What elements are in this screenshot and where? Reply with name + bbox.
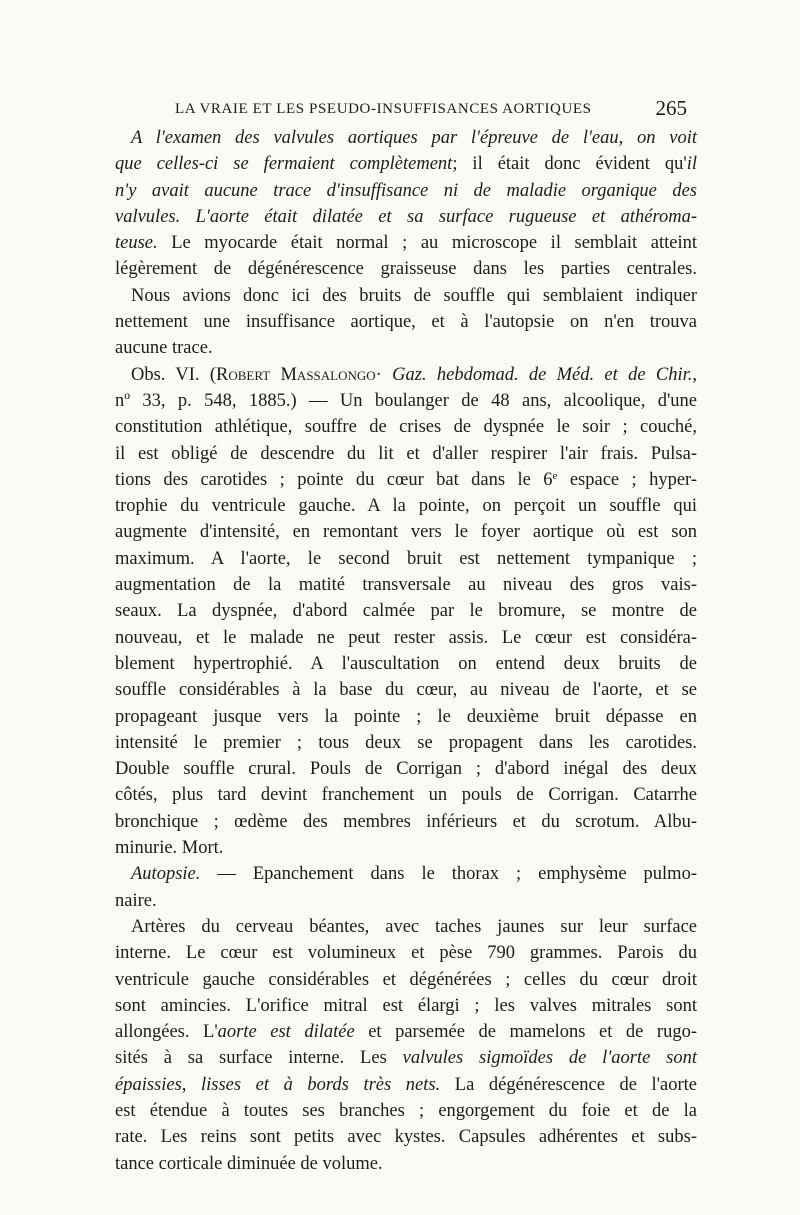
text-line: aucune trace. — [115, 338, 213, 359]
running-title: LA VRAIE ET LES PSEUDO-INSUFFISANCES AORTIQUES — [175, 101, 592, 117]
text-line: blement hypertrophié. A l'auscultation on entend deux bruits de — [115, 653, 697, 674]
text-line: valvules. L'aorte était dilatée et sa surface rugueuse et athéroma- — [115, 206, 697, 227]
text-line: est étendue à toutes ses branches ; engorgement du foie et de la — [115, 1100, 697, 1121]
text-line: teuse. Le myocarde était normal ; au microscope il semblait atteint — [115, 233, 697, 254]
text-line: intensité le premier ; tous deux se propagent dans les carotides. — [115, 732, 697, 753]
text-line: tions des carotides ; pointe du cœur bat dans le 6e espace ; hyper- — [115, 469, 697, 490]
text-line: rate. Les reins sont petits avec kystes. Capsules adhérentes et subs- — [115, 1127, 697, 1148]
text-line: trophie du ventricule gauche. A la pointe, on perçoit un souffle qui — [115, 496, 697, 517]
text-line: côtés, plus tard devint franchement un pouls de Corrigan. Catarrhe — [115, 785, 697, 806]
text-line: Obs. VI. (Robert Massalongo· Gaz. hebdomad. de Méd. et de Chir., — [131, 364, 697, 385]
text-line: naire. — [115, 890, 157, 911]
text-line: allongées. L'aorte est dilatée et parsemée de mamelons et de rugo- — [115, 1022, 697, 1043]
text-line: tance corticale diminuée de volume. — [115, 1153, 383, 1174]
text-line: nouveau, et le malade ne peut rester assis. Le cœur est considéra- — [115, 627, 697, 648]
text-line: propageant jusque vers la pointe ; le deuxième bruit dépasse en — [115, 706, 697, 727]
text-line: constitution athlétique, souffre de crises de dyspnée le soir ; couché, — [115, 417, 697, 438]
text-line: Nous avions donc ici des bruits de souffle qui semblaient indiquer — [131, 285, 697, 306]
text-line: augmente d'intensité, en remontant vers le foyer aortique où est son — [115, 522, 697, 543]
text-line: Artères du cerveau béantes, avec taches jaunes sur leur surface — [131, 916, 697, 937]
text-line: minurie. Mort. — [115, 838, 224, 859]
text-line: légèrement de dégénérescence graisseuse dans les parties centrales. — [115, 259, 697, 280]
text-line: que celles-ci se fermaient complètement; il était donc évident qu'il — [115, 154, 697, 175]
text-line: épaissies, lisses et à bords très nets. La dégénérescence de l'aorte — [115, 1074, 697, 1095]
text-line: sont amincies. L'orifice mitral est élargi ; les valves mitrales sont — [115, 995, 697, 1016]
text-line: Double souffle crural. Pouls de Corrigan ; d'abord inégal des deux — [115, 759, 697, 780]
text-line: bronchique ; œdème des membres inférieurs et du scrotum. Albu- — [115, 811, 697, 832]
text-line: n'y avait aucune trace d'insuffisance ni de maladie organique des — [115, 180, 697, 201]
text-line: Autopsie. — Epanchement dans le thorax ; emphysème pulmo- — [131, 864, 697, 885]
text-line: seaux. La dyspnée, d'abord calmée par le bromure, se montre de — [115, 601, 697, 622]
text-line: A l'examen des valvules aortiques par l'épreuve de l'eau, on voit — [131, 128, 697, 148]
body-text — [115, 125, 697, 1177]
text-line: sités à sa surface interne. Les valvules sigmoïdes de l'aorte sont — [115, 1048, 697, 1069]
text-line: nettement une insuffisance aortique, et à l'autopsie on n'en trouva — [115, 312, 697, 333]
text-line: nº 33, p. 548, 1885.) — Un boulanger de 48 ans, alcoolique, d'une — [115, 390, 697, 411]
text-line: souffle considérables à la base du cœur, au niveau de l'aorte, et se — [115, 680, 697, 701]
text-line: augmentation de la matité transversale au niveau des gros vais- — [115, 575, 697, 596]
text-line: il est obligé de descendre du lit et d'aller respirer l'air frais. Pulsa- — [115, 443, 697, 464]
text-line: ventricule gauche considérables et dégénérées ; celles du cœur droit — [115, 969, 697, 990]
text-line: interne. Le cœur est volumineux et pèse 790 grammes. Parois du — [115, 943, 697, 964]
page-number: 265 — [655, 96, 687, 120]
running-head — [175, 96, 687, 123]
text-line: maximum. A l'aorte, le second bruit est nettement tympanique ; — [115, 548, 697, 569]
